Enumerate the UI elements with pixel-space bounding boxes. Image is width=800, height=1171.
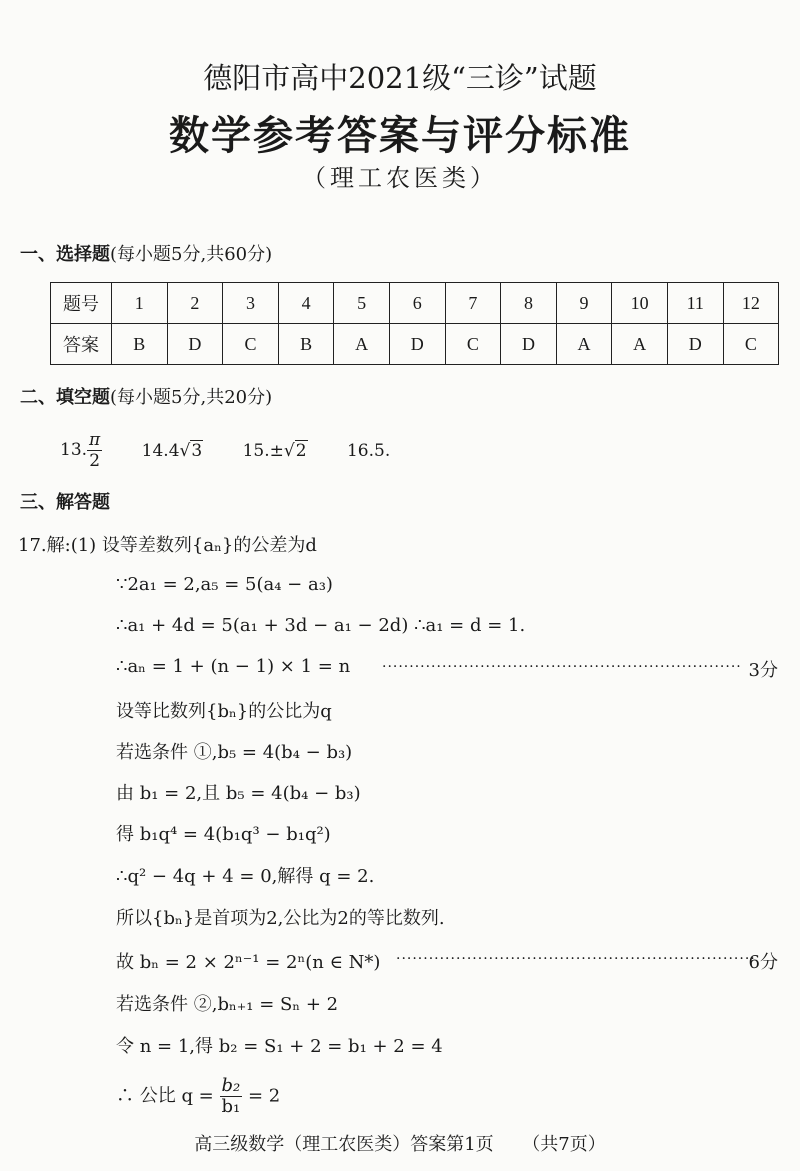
solution-line: 由 b₁ = 2,且 b₅ = 4(b₄ − b₃) (116, 783, 361, 804)
answer-cell: D (167, 324, 223, 365)
solution-line: 故 bₙ = 2 × 2ⁿ⁻¹ = 2ⁿ(n ∈ N*) (116, 952, 381, 973)
answer-14: 14.4√3 (141, 440, 203, 461)
score-leader-dots: ·································································· (382, 659, 742, 675)
section-choice-heading (20, 240, 272, 266)
footer-text: 高三级数学（理工农医类）答案第1页 (194, 1134, 494, 1155)
answer-15: 15.±√2 (242, 440, 307, 461)
answer-cell: D (501, 324, 557, 365)
section-fill-note: (每小题5分,共20分) (110, 387, 273, 408)
question-number: 12 (723, 283, 779, 324)
answer-15-pm: ± (269, 440, 284, 461)
answer-table-number-row (51, 283, 779, 324)
ratio-numerator: b₂ (221, 1075, 241, 1096)
solution-line: 若选条件 ①,b₅ = 4(b₄ − b₃) (116, 742, 353, 763)
answer-13-label: 13. (60, 440, 88, 460)
section-fill-heading (20, 383, 272, 409)
page-footer (0, 1130, 800, 1156)
ratio-fraction (220, 1076, 243, 1117)
answer-cell: C (223, 324, 279, 365)
answer-cell: A (334, 324, 390, 365)
answer-cell: B (112, 324, 168, 365)
question-number: 3 (223, 283, 279, 324)
score-leader-dots: ·································································· (396, 951, 756, 967)
exam-title: 德阳市高中2021级“三诊”试题 (203, 61, 597, 95)
answer-14-radicand: 3 (191, 440, 203, 461)
question-number: 7 (445, 283, 501, 324)
solution-line: 若选条件 ②,bₙ₊₁ = Sₙ + 2 (116, 994, 339, 1015)
ratio-suffix: = 2 (248, 1085, 281, 1107)
ratio-prefix: ∴ 公比 q = (116, 1085, 214, 1107)
score-3: 3分 (748, 660, 778, 681)
solution-line: ∴a₁ + 4d = 5(a₁ + 3d − a₁ − 2d) ∴a₁ = d = 1. (116, 615, 526, 636)
answer-15-label: 15. (242, 440, 270, 461)
solution-line: ∵2a₁ = 2,a₅ = 5(a₄ − a₃) (116, 574, 333, 595)
score-6: 6分 (748, 952, 778, 973)
answer-cell: D (389, 324, 445, 365)
answer-table (50, 282, 779, 365)
question-number: 2 (167, 283, 223, 324)
answer-cell: C (445, 324, 501, 365)
answer-13-fraction (87, 430, 102, 471)
category-subtitle: （理工农医类） (302, 164, 498, 192)
answer-cell: A (556, 324, 612, 365)
solution-line: 令 n = 1,得 b₂ = S₁ + 2 = b₁ + 2 = 4 (116, 1036, 443, 1057)
question-number: 11 (667, 283, 723, 324)
ratio-line (116, 1076, 280, 1117)
answer-cell: C (723, 324, 779, 365)
section-choice-note: (每小题5分,共60分) (110, 244, 273, 265)
answer-14-label: 14. (141, 440, 169, 461)
ratio-denominator: b₁ (221, 1096, 241, 1117)
solution-line: ∴q² − 4q + 4 = 0,解得 q = 2. (116, 866, 375, 887)
answer-13 (60, 430, 102, 471)
answer-15-radicand: 2 (295, 440, 307, 461)
question-number: 6 (389, 283, 445, 324)
fill-answers (60, 430, 424, 471)
question-number: 8 (501, 283, 557, 324)
question-number: 10 (612, 283, 668, 324)
solution-line: 得 b₁q⁴ = 4(b₁q³ − b₁q²) (116, 824, 331, 845)
question-number: 5 (334, 283, 390, 324)
row-label-number: 题号 (51, 283, 112, 324)
question-number: 1 (112, 283, 168, 324)
answer-cell: D (667, 324, 723, 365)
answer-13-numerator: π (89, 430, 101, 450)
section-solution-heading: 三、解答题 (20, 492, 110, 513)
answer-table-answer-row (51, 324, 779, 365)
solution-line: 设等比数列{bₙ}的公比为q (116, 701, 332, 722)
section-fill-title: 二、填空题 (20, 387, 110, 408)
answer-cell: A (612, 324, 668, 365)
row-label-answer: 答案 (51, 324, 112, 365)
q17-intro: 17.解:(1) 设等差数列{aₙ}的公差为d (18, 535, 317, 556)
answer-16: 16.5. (346, 440, 391, 461)
question-number: 9 (556, 283, 612, 324)
solution-line: 所以{bₙ}是首项为2,公比为2的等比数列. (116, 908, 445, 929)
footer-total: （共7页） (522, 1134, 606, 1155)
answer-cell: B (278, 324, 334, 365)
document-title: 数学参考答案与评分标准 (169, 112, 631, 159)
solution-line: ∴aₙ = 1 + (n − 1) × 1 = n (116, 656, 351, 677)
answer-13-denominator: 2 (89, 451, 101, 471)
question-number: 4 (278, 283, 334, 324)
answer-14-coef: 4 (168, 440, 180, 461)
section-choice-title: 一、选择题 (20, 244, 110, 265)
